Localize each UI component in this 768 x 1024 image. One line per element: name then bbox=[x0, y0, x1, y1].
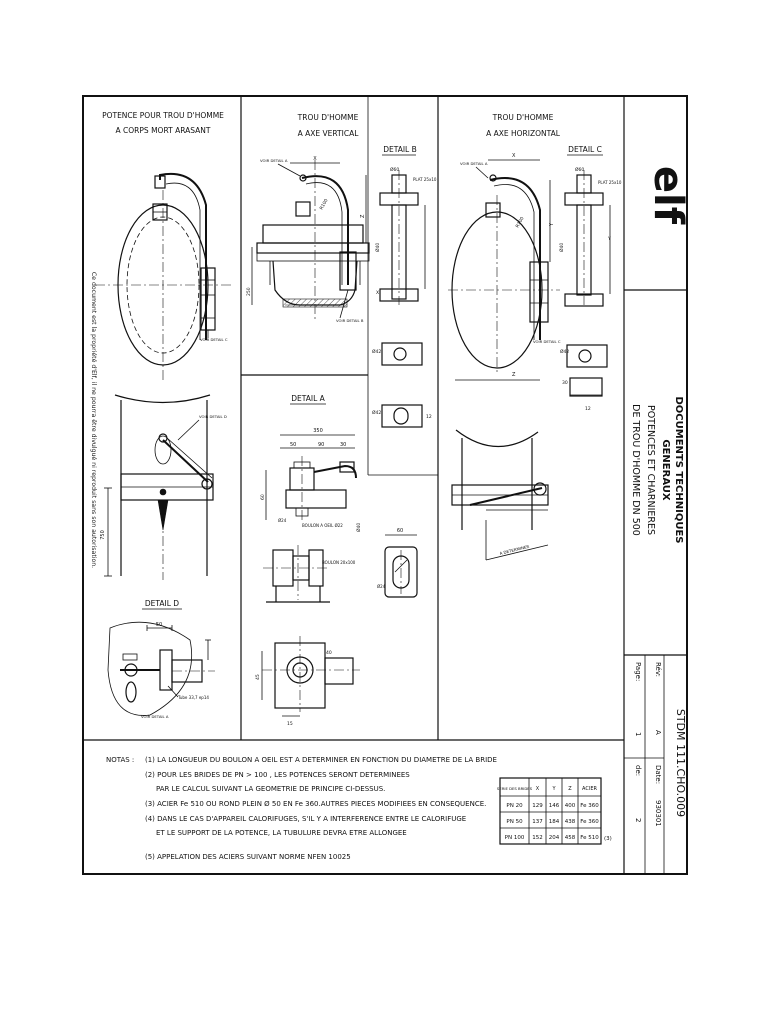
view-axe-vertical bbox=[246, 113, 369, 323]
davit-arm bbox=[160, 174, 206, 340]
dim-horiz-z: Z bbox=[512, 372, 516, 378]
view-detail-b bbox=[372, 145, 437, 427]
date-label: Date: bbox=[654, 765, 662, 785]
davit-arm-vertical bbox=[302, 176, 348, 285]
view-detail-c bbox=[558, 145, 622, 412]
callout-voir-detail-a-3: VOIR DETAIL A bbox=[460, 161, 488, 166]
table-cell: Fe 510 bbox=[580, 835, 599, 841]
note-2b: PAR LE CALCUL SUIVANT LA GEOMETRIE DE PRINCIPE CI-DESSUS. bbox=[156, 785, 386, 793]
side-notice: Ce document est la propriété d'Elf, il ne pourra être divulgué ni reproduit sans son autorisation. bbox=[90, 271, 97, 569]
subtitle-line-1: POTENCES ET CHARNIERES bbox=[645, 404, 656, 536]
note-5: (5) APPELATION DES ACIERS SUIVANT NORME NFEN 10025 bbox=[145, 853, 351, 861]
table-cell: PN 50 bbox=[506, 819, 523, 825]
callout-boulon-oeil: BOULON A OEIL Ø22 bbox=[302, 523, 343, 528]
dim-b-phi40: Ø40 bbox=[376, 242, 381, 252]
davit-arm-horizontal bbox=[490, 178, 540, 340]
callout-determiner: A DETERMINER bbox=[499, 543, 530, 556]
dim-c-12: 12 bbox=[585, 407, 591, 412]
callout-tube: Tube 33,7 ep14 bbox=[178, 695, 209, 700]
note-2: (2) POUR LES BRIDES DE PN > 100 , LES POTENCES SERONT DETERMINEES bbox=[145, 771, 410, 779]
dim-a-phi40: Ø40 bbox=[357, 522, 362, 532]
note-3: (3) ACIER Fe 510 OU ROND PLEIN Ø 50 EN Fe 360.AUTRES PIECES MODIFIEES EN CONSEQUENCE. bbox=[145, 800, 487, 808]
dim-a-60: 60 bbox=[261, 494, 266, 500]
dim-a-40: 40 bbox=[326, 651, 332, 656]
dim-b-phi42: Ø42 bbox=[372, 350, 382, 355]
dim-b-phi60: Ø60 bbox=[390, 168, 400, 173]
table-cell: 137 bbox=[532, 819, 543, 825]
dim-c-phi40: Ø40 bbox=[560, 242, 565, 252]
date-value: 930301 bbox=[654, 800, 662, 827]
note-1: (1) LA LONGUEUR DU BOULON A OEIL EST A DETERMINER EN FONCTION DU DIAMETRE DE LA BRIDE bbox=[145, 756, 497, 764]
notes-label: NOTAS : bbox=[106, 756, 135, 764]
table-cell: Fe 360 bbox=[580, 819, 599, 825]
dim-a-350: 350 bbox=[313, 428, 323, 434]
dim-c-30: 30 bbox=[562, 381, 568, 386]
of-label: de: bbox=[634, 765, 642, 777]
davit-link-rod bbox=[163, 440, 208, 482]
detail-b-title: DETAIL B bbox=[383, 145, 417, 154]
view-axe-horizontal bbox=[448, 113, 561, 560]
dim-vert-x: X bbox=[313, 156, 317, 162]
dim-c-phi60: Ø60 bbox=[575, 168, 585, 173]
table-cell: Fe 360 bbox=[580, 803, 599, 809]
dim-b-12: 12 bbox=[426, 415, 432, 420]
dim-detail-d-50: 50 bbox=[155, 622, 163, 628]
view-corps-mort bbox=[95, 111, 232, 580]
title-line-1: DOCUMENTS TECHNIQUES bbox=[673, 396, 684, 544]
detail-c-title: DETAIL C bbox=[568, 145, 602, 154]
notes-block bbox=[106, 756, 497, 861]
rev-label: Rév: bbox=[654, 662, 662, 677]
view-corps-mort-title-1: POTENCE POUR TROU D'HOMME bbox=[102, 111, 224, 120]
view-detail-a bbox=[255, 394, 417, 727]
table-header-y: Y bbox=[552, 786, 556, 792]
page-value: 1 bbox=[634, 732, 642, 737]
dim-a-phi24: Ø24 bbox=[278, 518, 287, 523]
flange-table bbox=[497, 778, 612, 844]
callout-voir-detail-a-1: VOIR DETAIL A bbox=[141, 714, 169, 719]
dim-horiz-r100: R100 bbox=[515, 216, 526, 229]
table-footnote: (3) bbox=[604, 836, 612, 842]
dim-750: 750 bbox=[100, 530, 106, 540]
dim-a-phi24-2: Ø24 bbox=[377, 584, 386, 589]
note-4: (4) DANS LE CAS D'APPAREIL CALORIFUGES, S'IL Y A INTERFERENCE ENTRE LE CALORIFUGE bbox=[145, 815, 467, 823]
dim-a-plate-60: 60 bbox=[396, 528, 404, 534]
table-header-serie: SERIE DES BRIDES bbox=[496, 786, 533, 791]
dim-b-phi42-2: Ø42 bbox=[372, 411, 382, 416]
dim-a-90: 90 bbox=[318, 442, 325, 448]
table-cell: 438 bbox=[564, 819, 576, 825]
doc-number: STDM 111.CHO.009 bbox=[674, 708, 687, 818]
dim-a-15: 15 bbox=[287, 722, 293, 727]
table-cell: 129 bbox=[532, 803, 543, 809]
dim-vert-250: 250 bbox=[247, 287, 252, 296]
note-4b: ET LE SUPPORT DE LA POTENCE, LA TUBULURE DEVRA ETRE ALLONGEE bbox=[156, 829, 407, 837]
view-axe-horizontal-title-2: A AXE HORIZONTAL bbox=[486, 129, 560, 138]
of-value: 2 bbox=[634, 818, 642, 823]
view-corps-mort-title-2: A CORPS MORT ARASANT bbox=[115, 126, 211, 135]
view-axe-vertical-title-2: A AXE VERTICAL bbox=[297, 129, 359, 138]
subtitle-line-2: DE TROU D'HOMME DN 500 bbox=[630, 404, 641, 536]
dim-c-y: Y bbox=[608, 237, 611, 242]
table-cell: 184 bbox=[548, 819, 560, 825]
view-axe-vertical-title-1: TROU D'HOMME bbox=[297, 113, 359, 122]
rev-value: A bbox=[654, 730, 662, 735]
dim-a-30: 30 bbox=[340, 442, 347, 448]
table-header-z: Z bbox=[568, 786, 572, 792]
callout-voir-detail-d: VOIR DETAIL D bbox=[199, 414, 227, 419]
dim-vert-r100: R100 bbox=[319, 198, 330, 211]
callout-voir-detail-a-2: VOIR DETAIL A bbox=[260, 158, 288, 163]
table-cell: 458 bbox=[564, 835, 576, 841]
callout-voir-detail-c-2: VOIR DETAIL C bbox=[533, 339, 561, 344]
callout-plat-b: PLAT 25x10 bbox=[413, 177, 437, 182]
callout-voir-detail-b: VOIR DETAIL B bbox=[336, 318, 364, 323]
elf-logo bbox=[645, 166, 691, 225]
table-cell: 146 bbox=[548, 803, 560, 809]
dim-b-x: X bbox=[376, 291, 380, 296]
callout-plat-c: PLAT 25x10 bbox=[598, 180, 622, 185]
dim-a-50: 50 bbox=[290, 442, 297, 448]
dim-a-45: 45 bbox=[256, 674, 261, 680]
table-cell: PN 100 bbox=[504, 835, 525, 841]
detail-d-title: DETAIL D bbox=[144, 599, 180, 608]
view-axe-horizontal-title-1: TROU D'HOMME bbox=[492, 113, 554, 122]
view-detail-d bbox=[108, 599, 215, 719]
title-block bbox=[624, 166, 691, 874]
logo-text: elf bbox=[645, 165, 691, 225]
table-cell: PN 20 bbox=[506, 803, 523, 809]
table-header-x: X bbox=[535, 786, 540, 792]
dim-horiz-x: X bbox=[512, 153, 516, 159]
dim-horiz-y: Y bbox=[549, 222, 555, 226]
table-cell: 152 bbox=[532, 835, 543, 841]
table-header-acier: ACIER bbox=[582, 786, 597, 792]
detail-a-title: DETAIL A bbox=[291, 394, 325, 403]
dim-vert-z: Z bbox=[360, 214, 366, 218]
page-label: Page: bbox=[634, 662, 642, 682]
table-cell: 204 bbox=[548, 835, 560, 841]
dim-c-phi42: Ø42 bbox=[560, 350, 570, 355]
callout-boulon-20: BOULON 20x100 bbox=[322, 560, 356, 565]
table-cell: 400 bbox=[564, 803, 576, 809]
title-line-2: GENERAUX bbox=[660, 439, 671, 501]
callout-voir-detail-c-1: VOIR DETAIL C bbox=[200, 337, 228, 342]
